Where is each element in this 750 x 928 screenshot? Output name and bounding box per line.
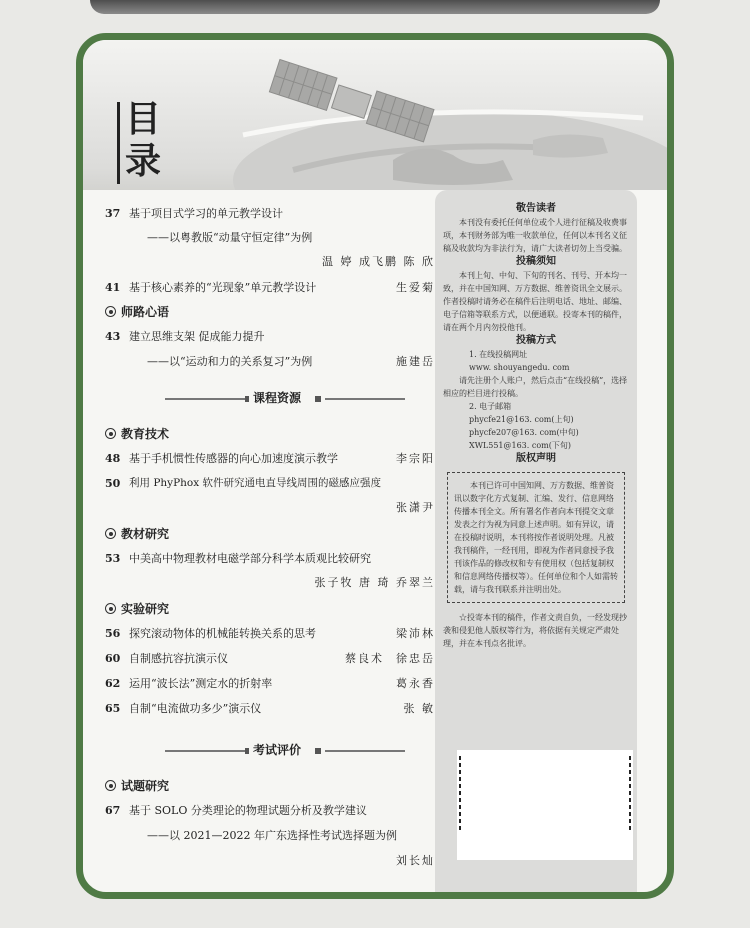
submission-title: 投稿须知 bbox=[516, 256, 556, 267]
article-title: 基于项目式学习的单元教学设计 bbox=[129, 207, 283, 220]
section-shiyan bbox=[105, 603, 169, 615]
copyright-body: 本刊已许可中国知网、万方数据、维普资讯以数字化方式复制、汇编、发行、信息网络传播本刊全文。所有署名作者向本刊提交文章发表之行为视为同意上述声明。如有异议，请在投稿时说明，本刊将按作者说明处理。凡被我刊稿件，一经刊用，即视为作者同意授予我刊该作品的修改权和专有使用权（包括复制权和信息网络传播权等）。任何单位和个人如需转载，请与我刊联系并注明出处。 bbox=[454, 481, 618, 594]
method-url[interactable]: www. shouyangedu. com bbox=[469, 363, 570, 372]
article-title: 运用“波长法”测定水的折射率 bbox=[129, 677, 273, 690]
article-title: 基于手机惯性传感器的向心加速度演示教学 bbox=[129, 452, 338, 465]
section-label: 教育技术 bbox=[121, 427, 170, 441]
page-number: 41 bbox=[105, 281, 121, 294]
section-shilu bbox=[105, 306, 169, 318]
email-2[interactable]: phycfe207@163. com(中旬) bbox=[469, 428, 579, 437]
copyright-box bbox=[447, 472, 625, 603]
page-number: 65 bbox=[105, 702, 121, 715]
page-frame bbox=[76, 33, 674, 899]
band-label: 考试评价 bbox=[249, 744, 305, 756]
article-subtitle: ——以 2021—2022 年广东选择性考试选择题为例 bbox=[147, 829, 397, 842]
article-authors: 葛永香 bbox=[396, 677, 435, 690]
band-course-resources bbox=[165, 392, 405, 406]
section-jiaocai bbox=[105, 528, 169, 540]
article-authors: 张子牧 唐 琦 乔翠兰 bbox=[314, 576, 435, 589]
article-authors: 徐忠岳 bbox=[396, 652, 435, 665]
article-authors: 温 婷 成飞鹏 陈 欣 bbox=[322, 255, 435, 268]
page-number: 50 bbox=[105, 477, 121, 490]
email-3[interactable]: XWL551@163. com(下旬) bbox=[469, 441, 571, 450]
title-char-2: 录 bbox=[125, 141, 162, 182]
header-banner bbox=[83, 40, 667, 190]
band-label: 课程资源 bbox=[249, 392, 305, 404]
article-title: 基于核心素养的“光现象”单元教学设计 bbox=[129, 281, 317, 294]
section-bullet-icon bbox=[105, 780, 116, 791]
submission-body: 本刊上旬、中旬、下旬的刊名、刊号、开本均一致，并在中国知网、万方数据、维普资讯全文展示。作者投稿时请务必在稿件后注明电话、地址、邮编、电子信箱等联系方式，以便通联。投寄本刊的稿件，请在两个月内勿投他刊。 bbox=[443, 271, 627, 332]
notice-body: 本刊没有委托任何单位或个人进行征稿及收费事项，本刊财务部为唯一收款单位，任何以本刊名义征稿及收款均为非法行为，请广大读者切勿上当受骗。 bbox=[443, 218, 627, 253]
section-label: 实验研究 bbox=[121, 602, 170, 616]
method-note: 请先注册个人账户，然后点击“在线投稿”，选择相应的栏目进行投稿。 bbox=[443, 376, 628, 398]
page-number: 37 bbox=[105, 207, 121, 220]
warning-body: ☆投寄本刊的稿件，作者文责自负，一经发现抄袭和侵犯他人版权等行为，将依据有关规定严肃处理，并在本刊点名批评。 bbox=[443, 613, 627, 648]
section-label: 试题研究 bbox=[121, 779, 170, 793]
article-title: 自制感抗容抗演示仪 bbox=[129, 652, 228, 665]
article-title: 建立思维支架 促成能力提升 bbox=[129, 330, 265, 343]
method-item-2: 2. 电子邮箱 bbox=[469, 402, 512, 411]
article-subtitle: ——以粤教版“动量守恒定律”为例 bbox=[147, 231, 313, 244]
section-label: 教材研究 bbox=[121, 527, 170, 541]
article-title: 探究滚动物体的机械能转换关系的思考 bbox=[129, 627, 316, 640]
article-authors: 蔡良术 bbox=[345, 652, 384, 665]
article-title: 利用 PhyPhox 软件研究通电直导线周围的磁感应强度 bbox=[129, 477, 382, 489]
blank-image-area bbox=[457, 750, 633, 860]
top-edge-shadow bbox=[90, 0, 660, 14]
page-number: 48 bbox=[105, 452, 121, 465]
section-bullet-icon bbox=[105, 428, 116, 439]
page-number: 67 bbox=[105, 804, 121, 817]
section-shiti bbox=[105, 780, 169, 792]
page-number: 53 bbox=[105, 552, 121, 565]
page-number: 56 bbox=[105, 627, 121, 640]
copyright-title: 版权声明 bbox=[516, 453, 556, 464]
section-bullet-icon bbox=[105, 603, 116, 614]
page-number: 60 bbox=[105, 652, 121, 665]
article-authors: 李宗阳 bbox=[396, 452, 435, 465]
article-authors: 梁沛林 bbox=[396, 627, 435, 640]
sidebar-notices bbox=[435, 190, 637, 896]
method-title: 投稿方式 bbox=[516, 335, 556, 346]
section-bullet-icon bbox=[105, 306, 116, 317]
article-authors: 张 敏 bbox=[403, 702, 435, 715]
band-exam-evaluation bbox=[165, 744, 405, 758]
article-authors: 刘长灿 bbox=[396, 854, 435, 867]
title-char-1: 目 bbox=[125, 99, 162, 140]
article-subtitle: ——以“运动和力的关系复习”为例 bbox=[147, 355, 313, 368]
article-title: 中美高中物理教材电磁学部分科学本质观比较研究 bbox=[129, 552, 371, 565]
email-1[interactable]: phycfe21@163. com(上旬) bbox=[469, 415, 574, 424]
article-title: 自制“电流做功多少”演示仪 bbox=[129, 702, 262, 715]
page-number: 62 bbox=[105, 677, 121, 690]
section-jiaoyu bbox=[105, 428, 169, 440]
method-item-1: 1. 在线投稿网址 bbox=[469, 350, 528, 359]
article-authors: 生爱菊 bbox=[396, 281, 435, 294]
section-bullet-icon bbox=[105, 528, 116, 539]
satellite-globe-illustration bbox=[83, 40, 667, 190]
title-bar bbox=[117, 102, 120, 184]
section-label: 师路心语 bbox=[121, 305, 170, 319]
article-title: 基于 SOLO 分类理论的物理试题分析及教学建议 bbox=[129, 804, 367, 817]
article-authors: 张潇尹 bbox=[396, 501, 435, 514]
page-number: 43 bbox=[105, 330, 121, 343]
notice-title: 敬告读者 bbox=[516, 203, 556, 214]
article-authors: 施建岳 bbox=[396, 355, 435, 368]
